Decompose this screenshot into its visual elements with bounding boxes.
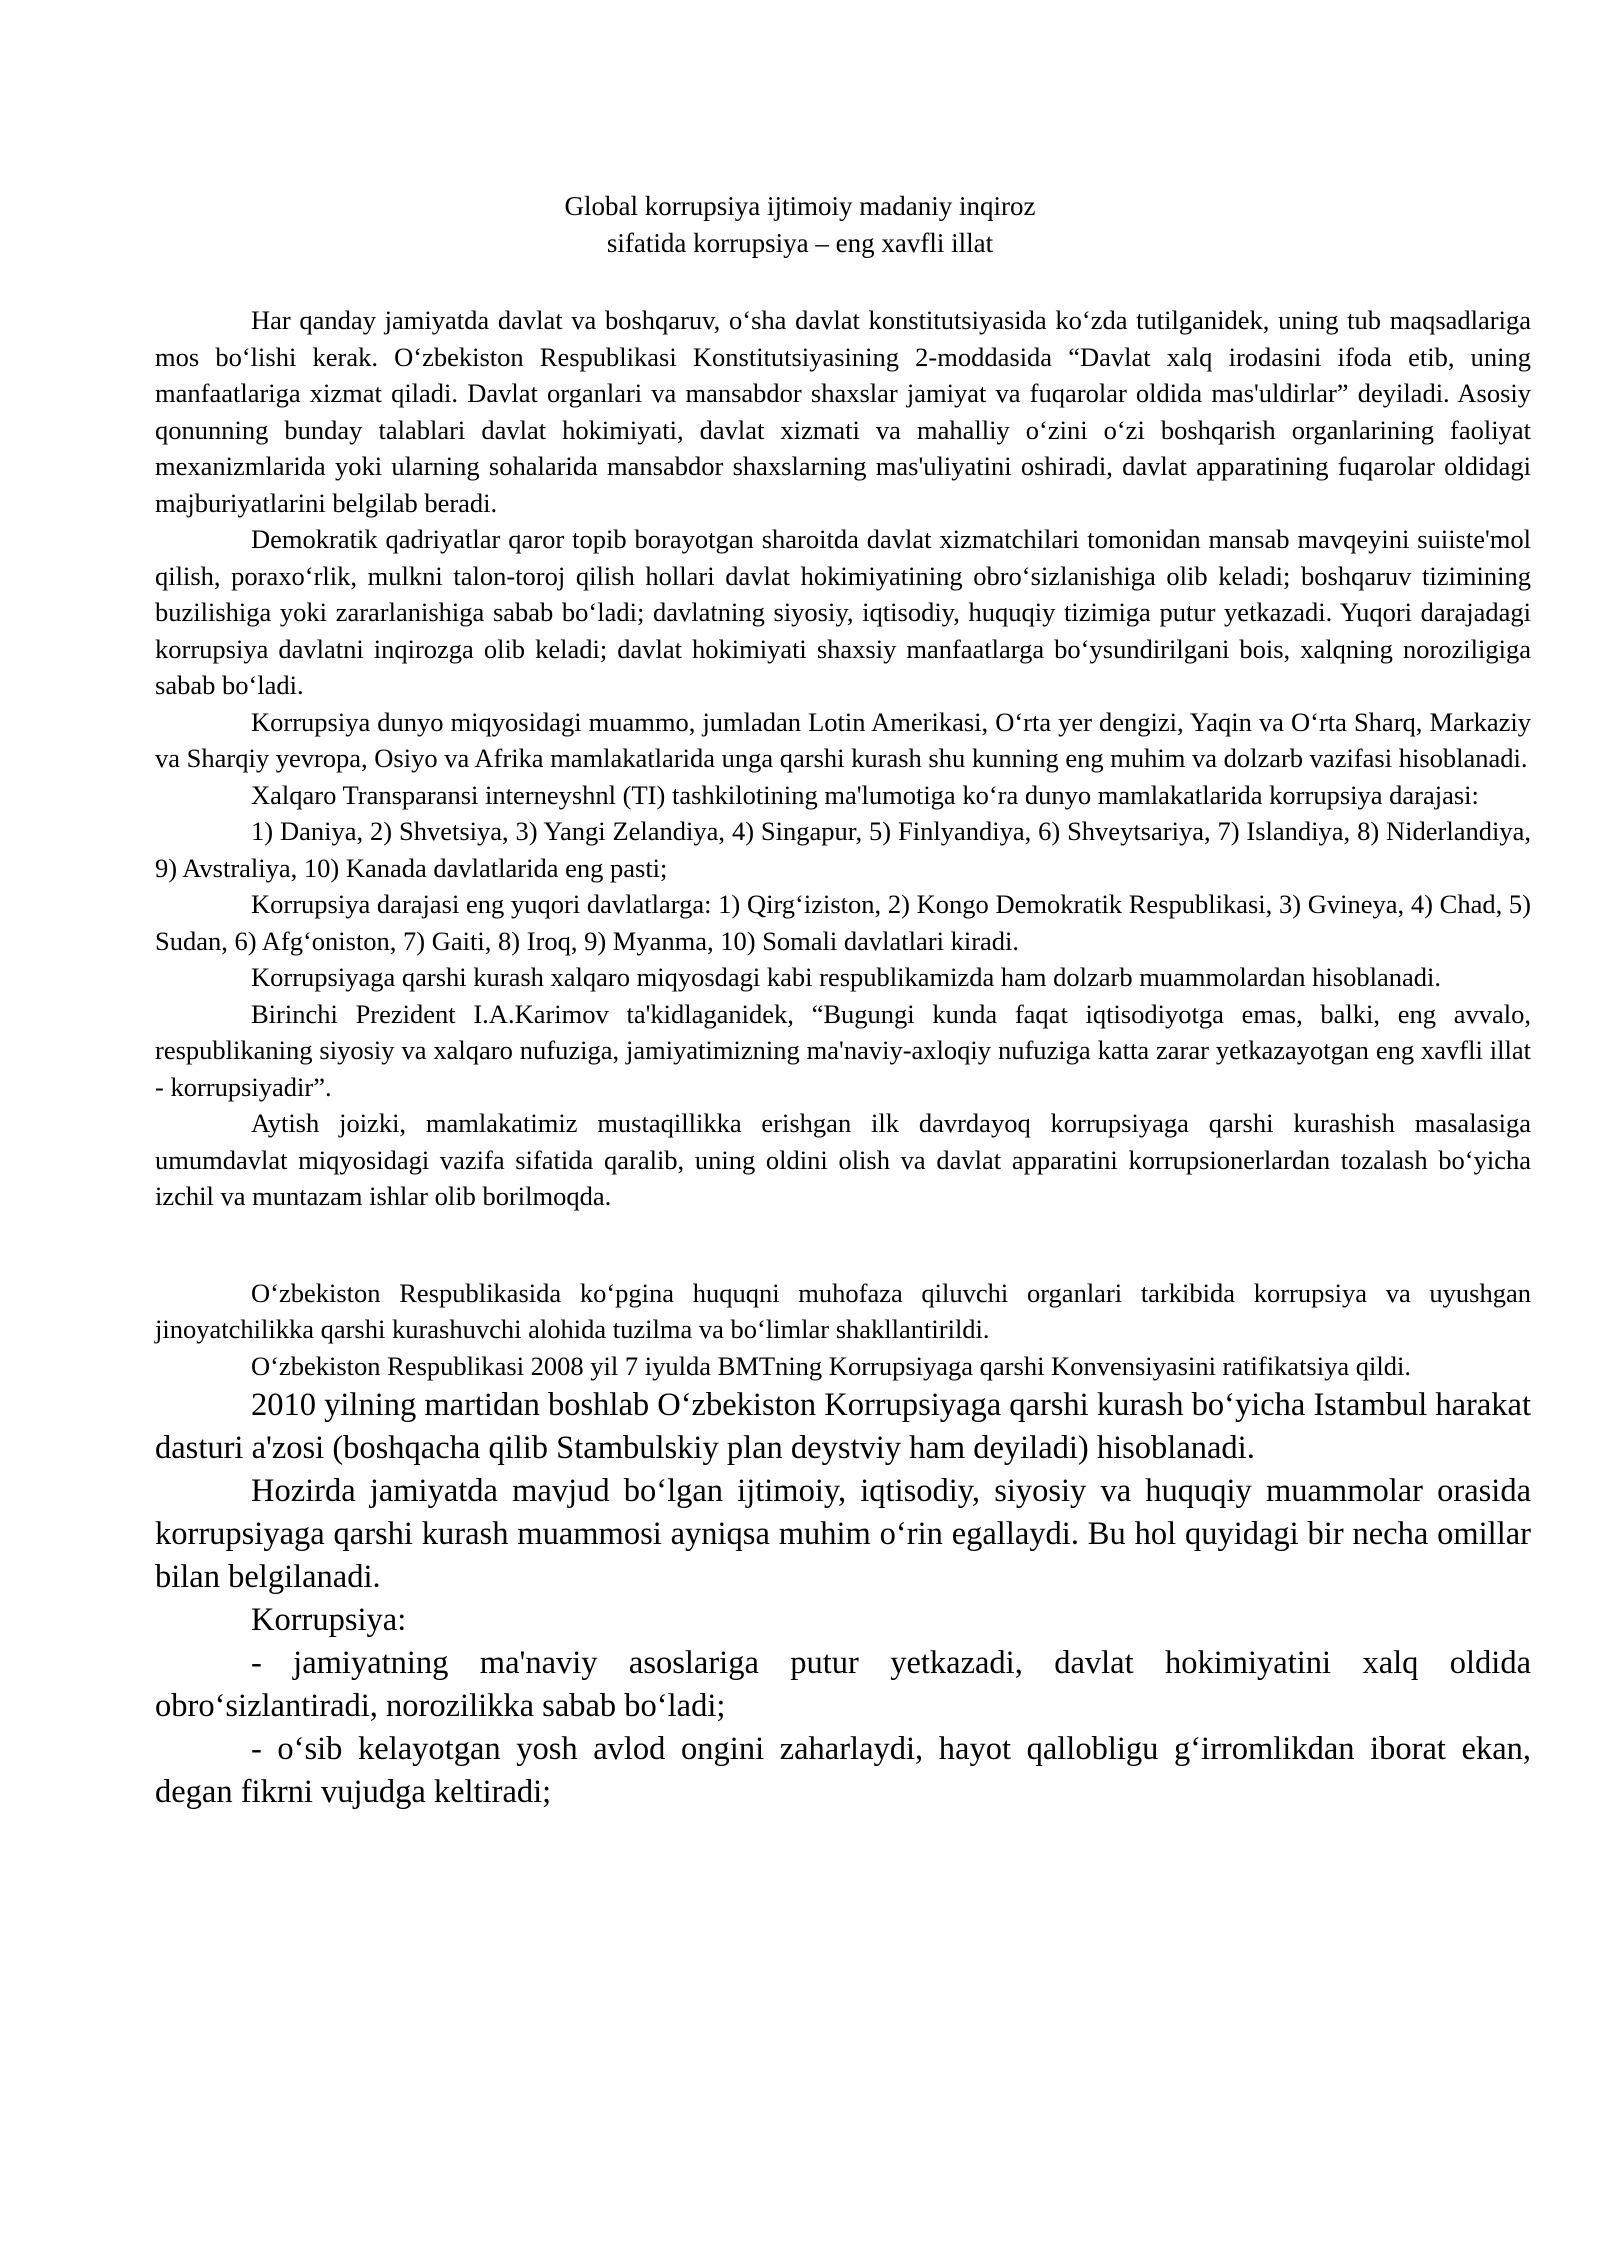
paragraph: Aytish joizki, mamlakatimiz mustaqillikka erishgan ilk davrdayoq korrupsiyaga qarshi kurashish masalasiga umumdavlat miqyosidagi vazifa sifatida qaralib, uning oldini olish va davlat apparatini korrupsionerlardan tozalash bo‘yicha izchil va muntazam ishlar olib borilmoqda.: [155, 1108, 1531, 1211]
paragraph: Har qanday jamiyatda davlat va boshqaruv, o‘sha davlat konstitutsiyasida ko‘zda tutilganidek, uning tub maqsadlariga mos bo‘lishi kerak. O‘zbekiston Respublikasi Konstitutsiyasining 2-moddasida “Davlat xalq irodasini ifoda etib, uning manfaatlariga xizmat qiladi. Davlat organlari va mansabdor shaxslar jamiyat va fuqarolar oldida mas'uldirlar” deyiladi. Asosiy qonunning bunday talablari davlat hokimiyati, davlat xizmati va mahalliy o‘zini o‘zi boshqarish organlarining faoliyat mexanizmlarida yoki ularning sohalarida mansabdor shaxslarning mas'uliyatini oshiradi, davlat apparatining fuqarolar oldidagi majburiyatlarini belgilab beradi.: [155, 305, 1531, 518]
paragraph: O‘zbekiston Respublikasida ko‘pgina huquqni muhofaza qiluvchi organlari tarkibida korrupsiya va uyushgan jinoyatchilikka qarshi kurashuvchi alohida tuzilma va bo‘limlar shakllantirildi.: [155, 1277, 1531, 1344]
list-heading: Korrupsiya:: [251, 1602, 407, 1638]
document-title: [0, 188, 1600, 262]
title-line-2: sifatida korrupsiya – eng xavfli illat: [606, 228, 994, 258]
paragraph: Korrupsiyaga qarshi kurash xalqaro miqyosdagi kabi respublikamizda ham dolzarb muammolardan hisoblanadi.: [251, 962, 1441, 992]
large-text-section: [155, 1384, 1531, 1814]
quote-paragraph: Birinchi Prezident I.A.Karimov ta'kidlaganidek, “Bugungi kunda faqat iqtisodiyotga emas, balki, eng avvalo, respublikaning siyosiy va xalqaro nufuziga, jamiyatimizning ma'naviy-axloqiy nufuziga katta zarar yetkazayotgan eng xavfli illat - korrupsiyadir”.: [155, 998, 1531, 1102]
paragraph: O‘zbekiston Respublikasi 2008 yil 7 iyulda BMTning Korrupsiyaga qarshi Konvensiyasini ratifikatsiya qildi.: [251, 1350, 1411, 1381]
paragraph: Xalqaro Transparansi interneyshnl (TI) tashkilotining ma'lumotiga ko‘ra dunyo mamlakatlarida korrupsiya darajasi:: [251, 779, 1479, 810]
paragraph: Demokratik qadriyatlar qaror topib borayotgan sharoitda davlat xizmatchilari tomonidan mansab mavqeyini suiiste'mol qilish, poraxo‘rlik, mulkni talon-toroj qilish hollari davlat hokimiyatining obro‘sizlanishiga olib keladi; boshqaruv tizimining buzilishiga yoki zararlanishiga sabab bo‘ladi; davlatning siyosiy, iqtisodiy, huquqiy tizimiga putur yetkazadi. Yuqori darajadagi korrupsiya davlatni inqirozga olib keladi; davlat hokimiyati shaxsiy manfaatlarga bo‘ysundirilgani bois, xalqning noroziligiga sabab bo‘ladi.: [155, 524, 1531, 700]
paragraph: Korrupsiya dunyo miqyosidagi muammo, jumladan Lotin Amerikasi, O‘rta yer dengizi, Yaqin va O‘rta Sharq, Markaziy va Sharqiy yevropa, Osiyo va Afrika mamlakatlarida unga qarshi kurash shu kunning eng muhim va dolzarb vazifasi hisoblanadi.: [155, 706, 1531, 773]
paragraph: 2010 yilning martidan boshlab O‘zbekiston Korrupsiyaga qarshi kurash bo‘yicha Istambul harakat dasturi a'zosi (boshqacha qilib Stambulskiy plan deystviy ham deyiladi) hisoblanadi.: [155, 1387, 1531, 1466]
title-line-1: Global korrupsiya ijtimoiy madaniy inqiroz: [564, 191, 1036, 221]
list-item: - o‘sib kelayotgan yosh avlod ongini zaharlaydi, hayot qallobligu g‘irromlikdan iborat ekan, degan fikrni vujudga keltiradi;: [155, 1731, 1531, 1810]
list-item: - jamiyatning ma'naviy asoslariga putur yetkazadi, davlat hokimiyatini xalq oldida obro‘sizlantiradi, norozilikka sabab bo‘ladi;: [155, 1645, 1531, 1724]
document-body: [155, 302, 1531, 1814]
list-paragraph-highest: Korrupsiya darajasi eng yuqori davlatlarga: 1) Qirg‘iziston, 2) Kongo Demokratik Respublikasi, 3) Gvineya, 4) Chad, 5) Sudan, 6) Afg‘oniston, 7) Gaiti, 8) Iroq, 9) Myanma, 10) Somali davlatlari kiradi.: [155, 889, 1531, 956]
paragraph: Hozirda jamiyatda mavjud bo‘lgan ijtimoiy, iqtisodiy, siyosiy va huquqiy muammolar orasida korrupsiyaga qarshi kurash muammosi ayniqsa muhim o‘rin egallaydi. Bu hol quyidagi bir necha omillar bilan belgilanadi.: [155, 1473, 1531, 1595]
list-paragraph-lowest: 1) Daniya, 2) Shvetsiya, 3) Yangi Zelandiya, 4) Singapur, 5) Finlyandiya, 6) Shveytsariya, 7) Islandiya, 8) Niderlandiya, 9) Avstraliya, 10) Kanada davlatlarida eng pasti;: [155, 816, 1531, 883]
section-gap: [155, 1215, 1531, 1275]
